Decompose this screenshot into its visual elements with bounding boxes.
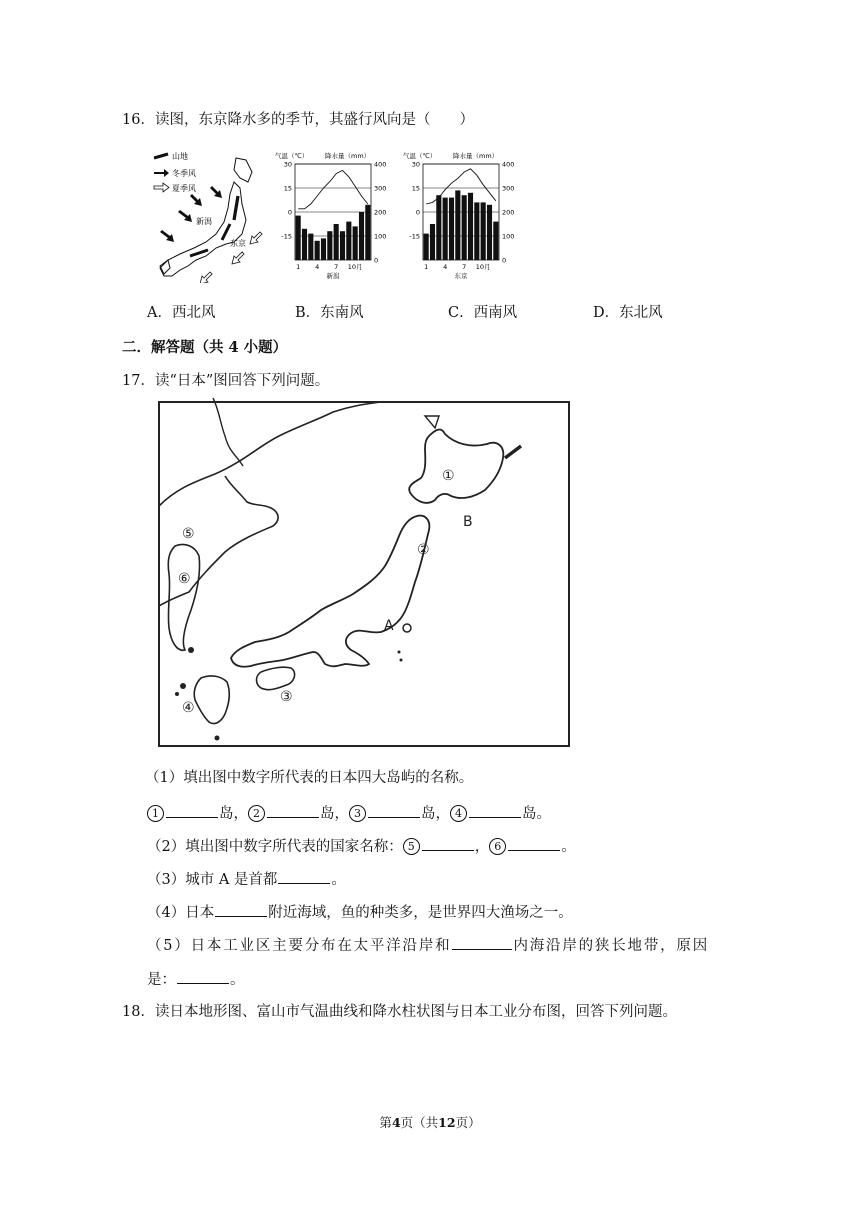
- month-tick-label: 1: [424, 263, 429, 271]
- precip-axis-title: 降水量（mm）: [453, 152, 499, 160]
- circled-3: 3: [349, 805, 366, 822]
- q17-part4: （4）日本 附近海域，鱼的种类多，是世界四大渔场之一。: [147, 902, 573, 923]
- option-c[interactable]: C．西南风: [448, 305, 518, 321]
- hokkaido: [409, 430, 503, 503]
- q17-stem: 17．读“日本”图回答下列问题。: [122, 373, 330, 389]
- legend-summer-label: 夏季风: [172, 184, 196, 193]
- precip-tick-label: 100: [502, 232, 515, 241]
- option-a[interactable]: A．西北风: [147, 305, 216, 321]
- honshu: [231, 516, 429, 667]
- precip-bar: [296, 216, 301, 260]
- temp-tick-label: 0: [415, 208, 420, 217]
- label-5: ⑤: [182, 526, 195, 542]
- circled-4: 4: [450, 805, 467, 822]
- precip-tick-label: 100: [374, 232, 387, 241]
- city-label: 东京: [454, 272, 468, 280]
- label-b: B: [463, 514, 473, 530]
- q17-japan-map: [155, 396, 575, 752]
- precip-tick-label: 400: [502, 160, 515, 169]
- temp-tick-label: -15: [409, 232, 420, 241]
- option-d[interactable]: D．东北风: [593, 305, 663, 321]
- precip-bar: [436, 195, 441, 260]
- q18-stem: 18．读日本地形图、富山市气温曲线和降水柱状图与日本工业分布图，回答下列问题。: [122, 1004, 677, 1020]
- map-label-niigata: 新潟: [196, 217, 212, 226]
- month-tick-label: 10月: [347, 263, 363, 271]
- blank-3[interactable]: [368, 803, 420, 818]
- blank-inland-sea[interactable]: [452, 935, 512, 950]
- temp-tick-label: 15: [411, 184, 420, 193]
- blank-5[interactable]: [422, 836, 474, 851]
- month-tick-label: 7: [462, 263, 467, 271]
- legend-winter-monsoon: [154, 168, 196, 178]
- temp-axis-title: 气温（℃）: [403, 152, 437, 160]
- month-tick-label: 10月: [475, 263, 491, 271]
- circled-2: 2: [248, 805, 265, 822]
- city-label: 新潟: [326, 272, 340, 280]
- label-a: A: [384, 618, 394, 634]
- precip-bar: [481, 202, 486, 260]
- label-4: ④: [182, 700, 195, 716]
- precip-bar: [346, 222, 351, 260]
- page-number: 4: [391, 1115, 401, 1130]
- map-label-tokyo: 东京: [230, 239, 246, 248]
- temp-tick-label: 15: [283, 184, 292, 193]
- precip-bar: [340, 231, 345, 260]
- blank-6[interactable]: [508, 836, 560, 851]
- label-6: ⑥: [178, 571, 191, 587]
- temp-curve: [426, 169, 496, 204]
- precip-bar: [353, 226, 358, 260]
- q16-stem: 16．读图，东京降水多的季节，其盛行风向是（ ）: [122, 112, 474, 128]
- continent-coastline: [159, 402, 381, 606]
- q17-part3: （3）城市 A 是首都 。: [147, 869, 346, 890]
- q17-part5-line2: 是： 。: [147, 969, 245, 990]
- month-tick-label: 1: [296, 263, 301, 271]
- precip-tick-label: 0: [502, 256, 507, 265]
- q16-climate-charts: [275, 150, 525, 285]
- q16-wind-map: [150, 148, 270, 283]
- precip-bar: [455, 190, 460, 260]
- legend-mountain: [154, 151, 188, 161]
- precip-tick-label: 0: [374, 256, 379, 265]
- precip-bar: [424, 234, 429, 260]
- temp-axis-title: 气温（℃）: [275, 152, 309, 160]
- precip-bar: [365, 205, 370, 260]
- precip-bar: [302, 229, 307, 260]
- circled-1: 1: [147, 805, 164, 822]
- precip-bar: [493, 222, 498, 260]
- blank-capital[interactable]: [278, 869, 330, 884]
- precip-tick-label: 300: [502, 184, 515, 193]
- precip-bar: [308, 234, 313, 260]
- circled-5: 5: [403, 838, 420, 855]
- precip-bar: [315, 241, 320, 260]
- precip-bar: [334, 224, 339, 260]
- q17-part5: （5）日本工业区主要分布在太平洋沿岸和 内海沿岸的狭长地带，原因: [147, 935, 709, 956]
- capital-a-marker: [403, 624, 411, 632]
- precip-bar: [487, 205, 492, 260]
- precip-bar: [443, 198, 448, 260]
- temp-curve: [298, 170, 368, 208]
- blank-reason[interactable]: [177, 969, 229, 984]
- precip-bar: [462, 195, 467, 260]
- precip-bar: [359, 212, 364, 260]
- korea-peninsula: [168, 544, 199, 650]
- precip-bar: [327, 231, 332, 260]
- precip-tick-label: 300: [374, 184, 387, 193]
- precip-bar: [474, 202, 479, 260]
- blank-1[interactable]: [166, 803, 218, 818]
- blank-4[interactable]: [469, 803, 521, 818]
- month-tick-label: 4: [315, 263, 320, 271]
- label-3: ③: [280, 689, 293, 705]
- month-tick-label: 7: [334, 263, 339, 271]
- precip-bar: [468, 193, 473, 260]
- circled-6: 6: [489, 838, 506, 855]
- temp-tick-label: 30: [411, 160, 420, 169]
- blank-2[interactable]: [267, 803, 319, 818]
- q17-part2: （2）填出图中数字所代表的国家名称： 5 ， 6 。: [147, 836, 576, 857]
- label-1: ①: [442, 468, 455, 484]
- precip-tick-label: 400: [374, 160, 387, 169]
- precip-bar: [430, 224, 435, 260]
- page-footer: 第4页（共12页）: [379, 1115, 481, 1130]
- label-2: ②: [417, 542, 430, 558]
- blank-fishery[interactable]: [215, 902, 267, 917]
- legend-mountain-label: 山地: [172, 152, 188, 161]
- section-title: 二．解答题（共 4 小题）: [122, 339, 288, 356]
- option-b[interactable]: B．东南风: [295, 305, 364, 321]
- legend-summer-monsoon: [154, 183, 196, 193]
- precip-tick-label: 200: [502, 208, 515, 217]
- legend-winter-label: 冬季风: [172, 169, 196, 178]
- shikoku: [257, 667, 295, 689]
- q17-part1-fill: 1 岛， 2 岛， 3 岛， 4 岛。: [147, 803, 551, 824]
- precip-tick-label: 200: [374, 208, 387, 217]
- precip-bar: [321, 238, 326, 260]
- month-tick-label: 4: [443, 263, 448, 271]
- precip-bar: [449, 198, 454, 260]
- q17-part1: （1）填出图中数字所代表的日本四大岛屿的名称。: [145, 770, 474, 786]
- kyushu: [194, 676, 229, 724]
- precip-axis-title: 降水量（mm）: [325, 152, 371, 160]
- temp-tick-label: -15: [281, 232, 292, 241]
- temp-tick-label: 30: [283, 160, 292, 169]
- page-total: 12: [438, 1115, 456, 1130]
- temp-tick-label: 0: [287, 208, 292, 217]
